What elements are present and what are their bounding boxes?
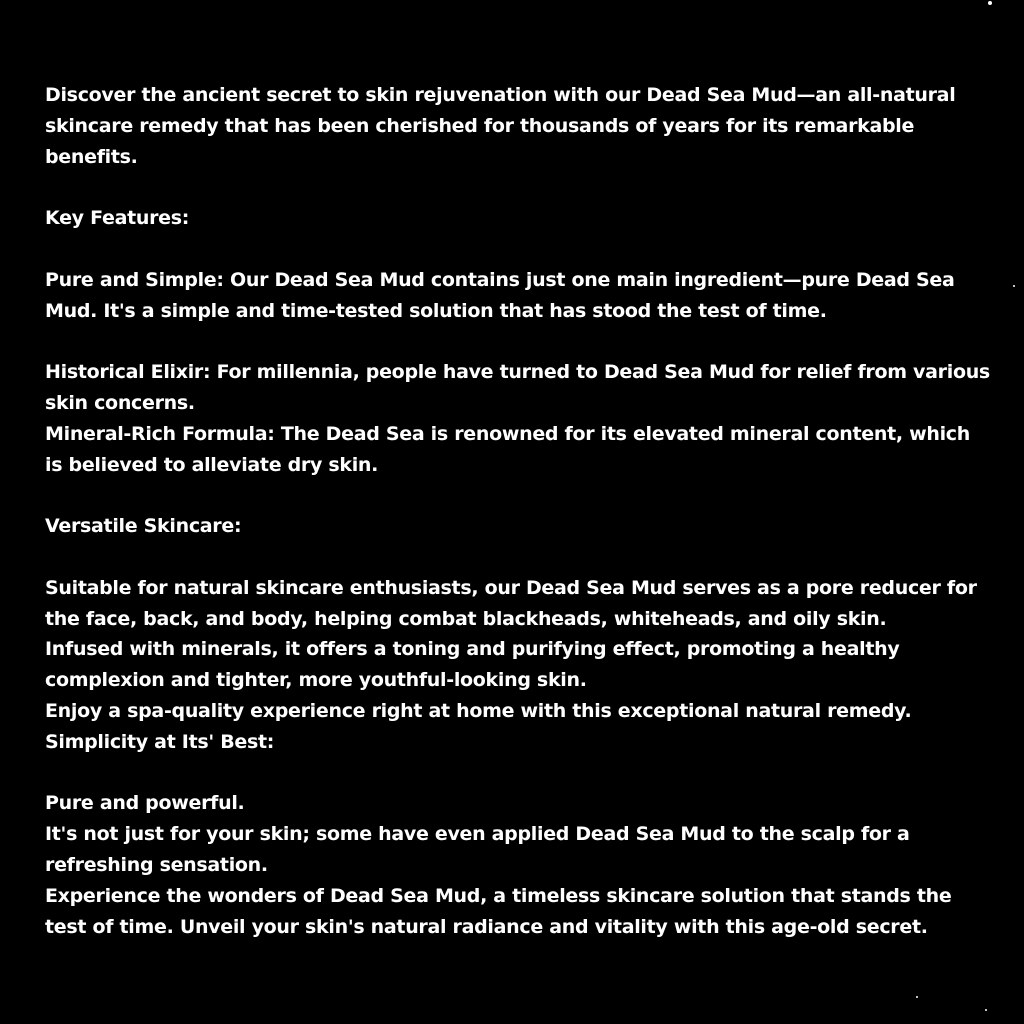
closing-paragraph: Experience the wonders of Dead Sea Mud, a timeless skincare solution that stands the test of time. Unveil your skin's natural radiance and vitality with this age-old secret.: [45, 884, 952, 938]
decorative-speck: [1013, 285, 1015, 287]
versatile-infused: Infused with minerals, it offers a toning and purifying effect, promoting a healthy complexion and tighter, more youthful-looking skin.: [45, 638, 900, 692]
spacer: [45, 172, 990, 203]
spacer: [45, 326, 990, 357]
decorative-speck: [988, 1, 992, 5]
decorative-speck: [985, 1009, 987, 1011]
versatile-heading: Versatile Skincare:: [45, 515, 242, 538]
feature-pure-and-simple: Pure and Simple: Our Dead Sea Mud contains just one main ingredient—pure Dead Sea Mud. It's a simple and time-tested solution that has stood the test of time.: [45, 268, 955, 322]
feature-historical-elixir: Historical Elixir: For millennia, people have turned to Dead Sea Mud for relief from various skin concerns.: [45, 361, 990, 414]
spacer: [45, 234, 990, 265]
decorative-speck: [916, 996, 918, 998]
product-description: [45, 80, 990, 942]
versatile-enjoy: Enjoy a spa-quality experience right at home with this exceptional natural remedy.: [45, 699, 912, 722]
spacer: [45, 758, 990, 789]
simplicity-pure-powerful: Pure and powerful.: [45, 792, 245, 815]
key-features-heading: Key Features:: [45, 207, 190, 230]
simplicity-heading: Simplicity at Its' Best:: [45, 730, 275, 753]
simplicity-scalp: It's not just for your skin; some have even applied Dead Sea Mud to the scalp for a refreshing sensation.: [45, 823, 910, 876]
versatile-suitable: Suitable for natural skincare enthusiasts, our Dead Sea Mud serves as a pore reducer for the face, back, and body, helping combat blackheads, whiteheads, and oily skin.: [45, 576, 977, 630]
spacer: [45, 542, 990, 573]
spacer: [45, 480, 990, 511]
intro-paragraph: Discover the ancient secret to skin rejuvenation with our Dead Sea Mud—an all-natural skincare remedy that has been cherished for thousands of years for its remarkable benefits.: [45, 84, 956, 168]
feature-mineral-rich: Mineral-Rich Formula: The Dead Sea is renowned for its elevated mineral content, which is believed to alleviate dry skin.: [45, 422, 970, 476]
